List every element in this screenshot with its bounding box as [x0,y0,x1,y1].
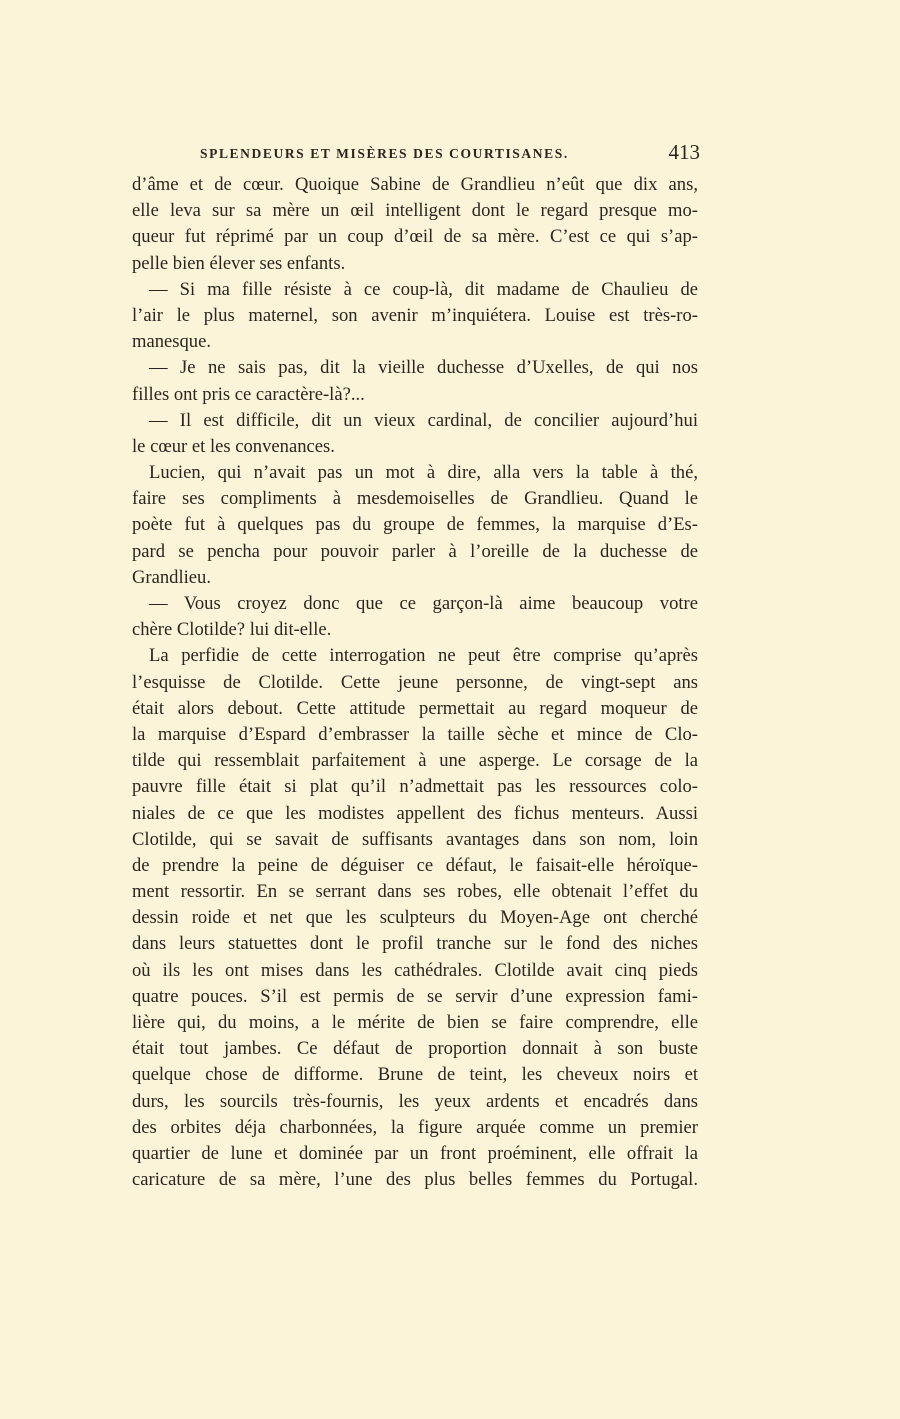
text-line: pauvre fille était si plat qu’il n’admettait pas les ressources colo- [132,776,698,798]
text-line: de prendre la peine de déguiser ce défaut, le faisait-elle héroïque- [132,854,698,876]
text-line: queur fut réprimé par un coup d’œil de sa mère. C’est ce qui s’ap- [132,226,698,248]
text-line: — Je ne sais pas, dit la vieille duchesse d’Uxelles, de qui nos [149,357,698,379]
text-line: Lucien, qui n’avait pas un mot à dire, alla vers la table à thé, [149,462,698,484]
text-line: chère Clotilde? lui dit-elle. [132,619,332,641]
text-line: durs, les sourcils très-fournis, les yeux ardents et encadrés dans [132,1090,698,1112]
text-line: niales de ce que les modistes appellent des fichus menteurs. Aussi [132,802,698,824]
text-line: l’air le plus maternel, son avenir m’inquiétera. Louise est très-ro- [132,304,698,326]
text-line: dessin roide et net que les sculpteurs du Moyen-Age ont cherché [132,907,698,929]
text-line: quelque chose de difforme. Brune de teint, les cheveux noirs et [132,1064,698,1086]
text-line: Clotilde, qui se savait de suffisants avantages dans son nom, loin [132,828,698,850]
text-line: lière qui, du moins, a le mérite de bien se faire comprendre, elle [132,1012,698,1033]
text-line: le cœur et les convenances. [132,435,335,457]
body-text [132,172,698,1193]
text-line: tilde qui ressemblait parfaitement à une asperge. Le corsage de la [132,750,698,772]
text-line: poète fut à quelques pas du groupe de femmes, la marquise d’Es- [132,514,698,536]
text-line: était tout jambes. Ce défaut de proportion donnait à son buste [132,1038,698,1060]
text-line: dans leurs statuettes dont le profil tranche sur le fond des niches [132,933,698,955]
text-line: faire ses compliments à mesdemoiselles de Grandlieu. Quand le [132,488,698,510]
text-line: caricature de sa mère, l’une des plus belles femmes du Portugal. [132,1169,698,1191]
text-line: quatre pouces. S’il est permis de se servir d’une expression fami- [132,985,698,1007]
running-title: SPLENDEURS ET MISÈRES DES COURTISANES. [200,146,569,161]
text-line: l’esquisse de Clotilde. Cette jeune personne, de vingt-sept ans [132,671,698,693]
page-header [200,142,700,168]
text-line: quartier de lune et dominée par un front proéminent, elle offrait la [132,1142,698,1164]
text-line: filles ont pris ce caractère-là?... [132,383,365,405]
text-line: — Vous croyez donc que ce garçon-là aime beaucoup votre [149,593,698,614]
text-line: — Si ma fille résiste à ce coup-là, dit madame de Chaulieu de [149,278,698,300]
text-line: des orbites déja charbonnées, la figure arquée comme un premier [132,1116,698,1138]
text-line: manesque. [132,331,211,353]
text-line: pelle bien élever ses enfants. [132,252,346,274]
text-line: d’âme et de cœur. Quoique Sabine de Grandlieu n’eût que dix ans, [132,174,698,195]
text-line: — Il est difficile, dit un vieux cardinal, de concilier aujourd’hui [149,409,698,431]
text-line: La perfidie de cette interrogation ne peut être comprise qu’après [149,645,698,667]
page-number: 413 [668,140,700,164]
text-line: ment ressortir. En se serrant dans ses robes, elle obtenait l’effet du [132,881,698,903]
text-line: où ils les ont mises dans les cathédrales. Clotilde avait cinq pieds [132,959,698,981]
text-line: était alors debout. Cette attitude permettait au regard moqueur de [132,697,698,719]
text-line: pard se pencha pour pouvoir parler à l’oreille de la duchesse de [132,540,698,562]
text-line: elle leva sur sa mère un œil intelligent dont le regard presque mo- [132,200,698,222]
text-line: Grandlieu. [132,566,211,588]
text-line: la marquise d’Espard d’embrasser la taille sèche et mince de Clo- [132,723,698,745]
